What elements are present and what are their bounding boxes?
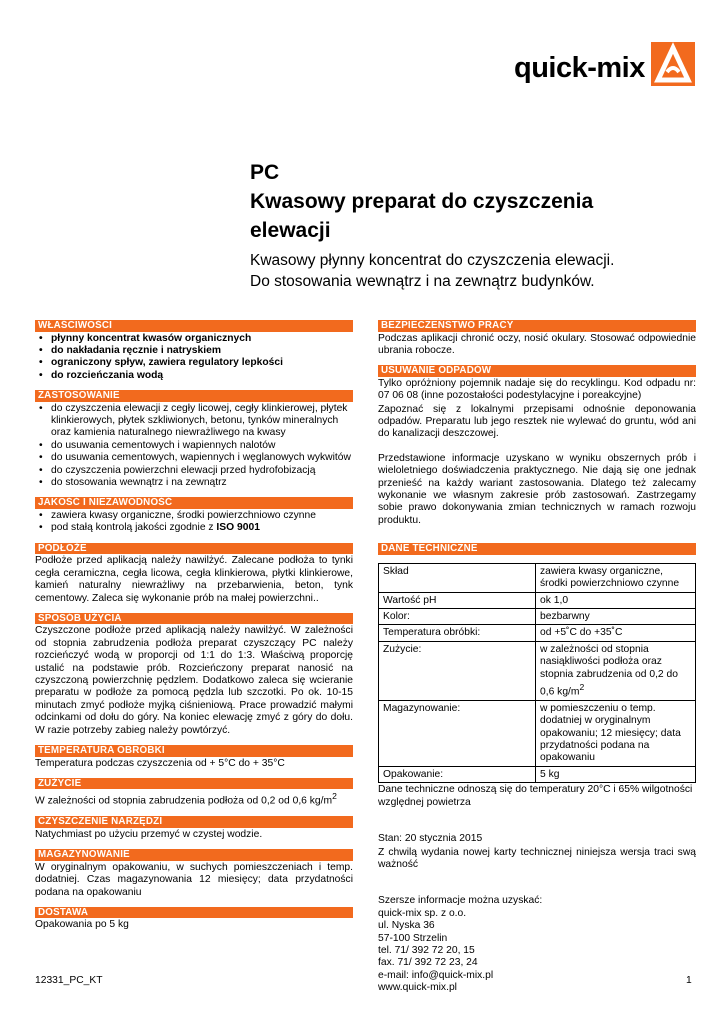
substrate-text: Podłoże przed aplikacją należy nawilżyć. Zalecane podłoża to tynki cegła ceramiczna, cegła licowa, cegła klinkierowa, płytki klinkierowe, kamień naturalny niewrażliwy na przebarwienia, beton, tynk cementowy. Zaleca się wykonanie prób na małej powierzchni.. [35,555,353,604]
contact-email: e-mail: info@quick-mix.pl [378,969,494,981]
table-cell-value: w pomieszczeniu o temp. dodatniej w oryginalnym opakowaniu; 12 miesięcy; data przydatności podana na opakowaniu [536,700,696,766]
safety-text: Podczas aplikacji chronić oczy, nosić okulary. Stosować odpowiednie ubrania robocze. [378,332,696,356]
consumption-text [35,790,353,808]
section-heading-bezpieczenstwo: BEZPIECZEŃSTWO PRACY [378,320,696,332]
title-line: Kwasowy preparat do czyszczenia [250,190,594,213]
list-item: • zawiera kwasy organiczne, środki powierzchniowo czynne [35,510,353,522]
list-item: • do usuwania cementowych i wapiennych nalotów [35,440,353,452]
table-cell-label: Kolor: [379,609,536,625]
list-item [35,522,353,534]
unit-exponent: 2 [579,682,585,693]
list-item: • do nakładania ręcznie i natryskiem [35,345,353,357]
list-item: • płynny koncentrat kwasów organicznych [35,333,353,345]
contact-intro: Szersze informacje można uzyskać: [378,895,543,907]
waste-text: Zapoznać się z lokalnymi przepisami odnośnie deponowania odpadów. Preparatu lub jego resztek nie wylewać do gruntu, wód ani do kanalizacji deszczowej. [378,403,696,440]
quality-list [35,510,353,535]
section-heading-jakosc: JAKOŚĆ I NIEZAWODNOŚĆ [35,497,353,509]
quick-mix-logo-icon [651,42,695,86]
table-cell-value [536,641,696,700]
document-code: 12331_PC_KT [35,975,103,986]
table-row [379,609,696,625]
right-column [378,320,696,995]
table-row [379,625,696,641]
list-item: • do stosowania wewnątrz i na zewnątrz [35,477,353,489]
table-row [379,641,696,700]
contact-city: 57-100 Strzelin [378,932,448,944]
table-row [379,563,696,592]
left-column [35,320,353,932]
section-heading-odpady: USUWANIE ODPADÓW [378,365,696,377]
section-heading-magazynowanie: MAGAZYNOWANIE [35,849,353,861]
table-row [379,766,696,782]
technical-data-table [378,563,696,784]
subtitle-line: Kwasowy płynny koncentrat do czyszczenia elewacji. [250,252,615,269]
table-cell-label: Skład [379,563,536,592]
section-heading-wlasciwosci: WŁAŚCIWOŚCI [35,320,353,332]
list-item: • do usuwania cementowych, wapiennych i węglanowych wykwitów [35,452,353,464]
section-heading-zastosowanie: ZASTOSOWANIE [35,390,353,402]
consumption-value: w zależności od stopnia nasiąkliwości podłoża oraz stopnia zabrudzenia od 0,2 do 0,6 kg/m [540,643,678,698]
section-heading-zuzycie: ZUŻYCIE [35,778,353,790]
table-row [379,700,696,766]
contact-company: quick-mix sp. z o.o. [378,907,467,919]
list-item: • do czyszczenia powierzchni elewacji przed hydrofobizacją [35,465,353,477]
quality-text: pod stałą kontrolą jakości zgodnie z [51,522,217,534]
section-heading-czyszczenie: CZYSZCZENIE NARZĘDZI [35,816,353,828]
contact-block [378,895,696,994]
revision-note: Z chwilą wydania nowej karty technicznej niniejsza wersja traci swą ważność [378,846,696,870]
title-line: elewacji [250,219,331,242]
storage-text: W oryginalnym opakowaniu, w suchych pomieszczeniach i temp. dodatniej. Czas magazynowania 12 miesięcy; data przydatności podana na opakowaniu [35,861,353,898]
contact-website: www.quick-mix.pl [378,982,457,994]
table-cell-value: 5 kg [536,766,696,782]
table-cell-value: zawiera kwasy organiczne, środki powierzchniowo czynne [536,563,696,592]
unit-exponent: 2 [332,791,337,802]
application-list [35,403,353,490]
contact-fax: fax. 71/ 392 72 23, 24 [378,957,478,969]
tool-cleaning-text: Natychmiast po użyciu przemyć w czystej wodzie. [35,828,263,840]
iso-standard: ISO 9001 [216,522,260,534]
section-heading-temperatura: TEMPERATURA OBRÓBKI [35,745,353,757]
table-row [379,592,696,608]
technical-note: Dane techniczne odnoszą się do temperatury 20°C i 65% wilgotności względnej powietrza [378,784,693,808]
brand-logo-text: quick-mix [514,52,645,84]
revision-date: Stan: 20 stycznia 2015 [378,833,483,845]
title-line: PC [250,161,280,184]
waste-text: Tylko opróżniony pojemnik nadaje się do recyklingu. Kod odpadu nr: 07 06 08 (inne pozostałości podestylacyjne i poreakcyjne) [378,377,696,402]
subtitle-line: Do stosowania wewnątrz i na zewnątrz budynków. [250,273,595,290]
list-item: • do rozcieńczania wodą [35,370,353,382]
table-cell-value: bezbarwny [536,609,696,625]
table-cell-label: Zużycie: [379,641,536,700]
contact-phone: tel. 71/ 392 72 20, 15 [378,944,475,956]
table-cell-value: od +5˚C do +35˚C [536,625,696,641]
contact-street: ul. Nyska 36 [378,920,435,932]
disclaimer-text: Przedstawione informacje uzyskano w wyniku obszernych prób i wieloletniego doświadczenia praktycznego. Nie dają się one jednak przenieść na każdy wariant zastosowania. Dlatego też zalecamy wykonanie we własnym zakresie prób zastosowań. Zastrzegamy sobie prawo dokonywania zmian technicznych w ramach rozwoju produktu. [378,452,696,526]
usage-text: Czyszczone podłoże przed aplikacją należy nawilżyć. W zależności od stopnia zabrudzenia podłoża preparat czyszczący PC należy rozcieńczyć wodą w proporcji od 1:1 do 1:3. Właściwą proporcję ustalić na podstawie prób. Rozcieńczony preparat nanosić na czyszczoną powierzchnię pędzlem. Dodatkowo zaleca się wcieranie preparatu w podłoże za pomocą pędzla lub szczotki. Po ok. 10-15 minutach zmyć podłoże myjką ciśnieniową. Prace prowadzić małymi odcinkami od dołu do góry. Na koniec elewację zmyć z góry do dołu. W razie potrzeby zabieg należy powtórzyć. [35,625,353,736]
table-cell-label: Temperatura obróbki: [379,625,536,641]
table-cell-value: ok 1,0 [536,592,696,608]
delivery-text: Opakowania po 5 kg [35,919,129,931]
table-cell-label: Magazynowanie: [379,700,536,766]
table-cell-label: Opakowanie: [379,766,536,782]
consumption-value: W zależności od stopnia zabrudzenia podłoża od 0,2 od 0,6 kg/m [35,795,333,807]
document-title [250,158,593,245]
table-cell-label: Wartość pH [379,592,536,608]
section-heading-dostawa: DOSTAWA [35,907,353,919]
list-item: • do czyszczenia elewacji z cegły licowej, cegły klinkierowej, płytek klinkierowych, płytek szkliwionych, betonu, tynków mineralnych oraz kamienia naturalnego niewrażliwego na kwasy [35,403,353,440]
list-item: • ograniczony spływ, zawiera regulatory lepkości [35,357,353,369]
section-heading-dane: DANE TECHNICZNE [378,543,696,555]
section-heading-sposob: SPOSÓB UŻYCIA [35,613,353,625]
page-number: 1 [686,975,692,986]
section-heading-podloze: PODŁOŻE [35,543,353,555]
temperature-text: Temperatura podczas czyszczenia od + 5°C do + 35°C [35,757,285,769]
properties-list [35,333,353,383]
document-subtitle [250,250,614,292]
